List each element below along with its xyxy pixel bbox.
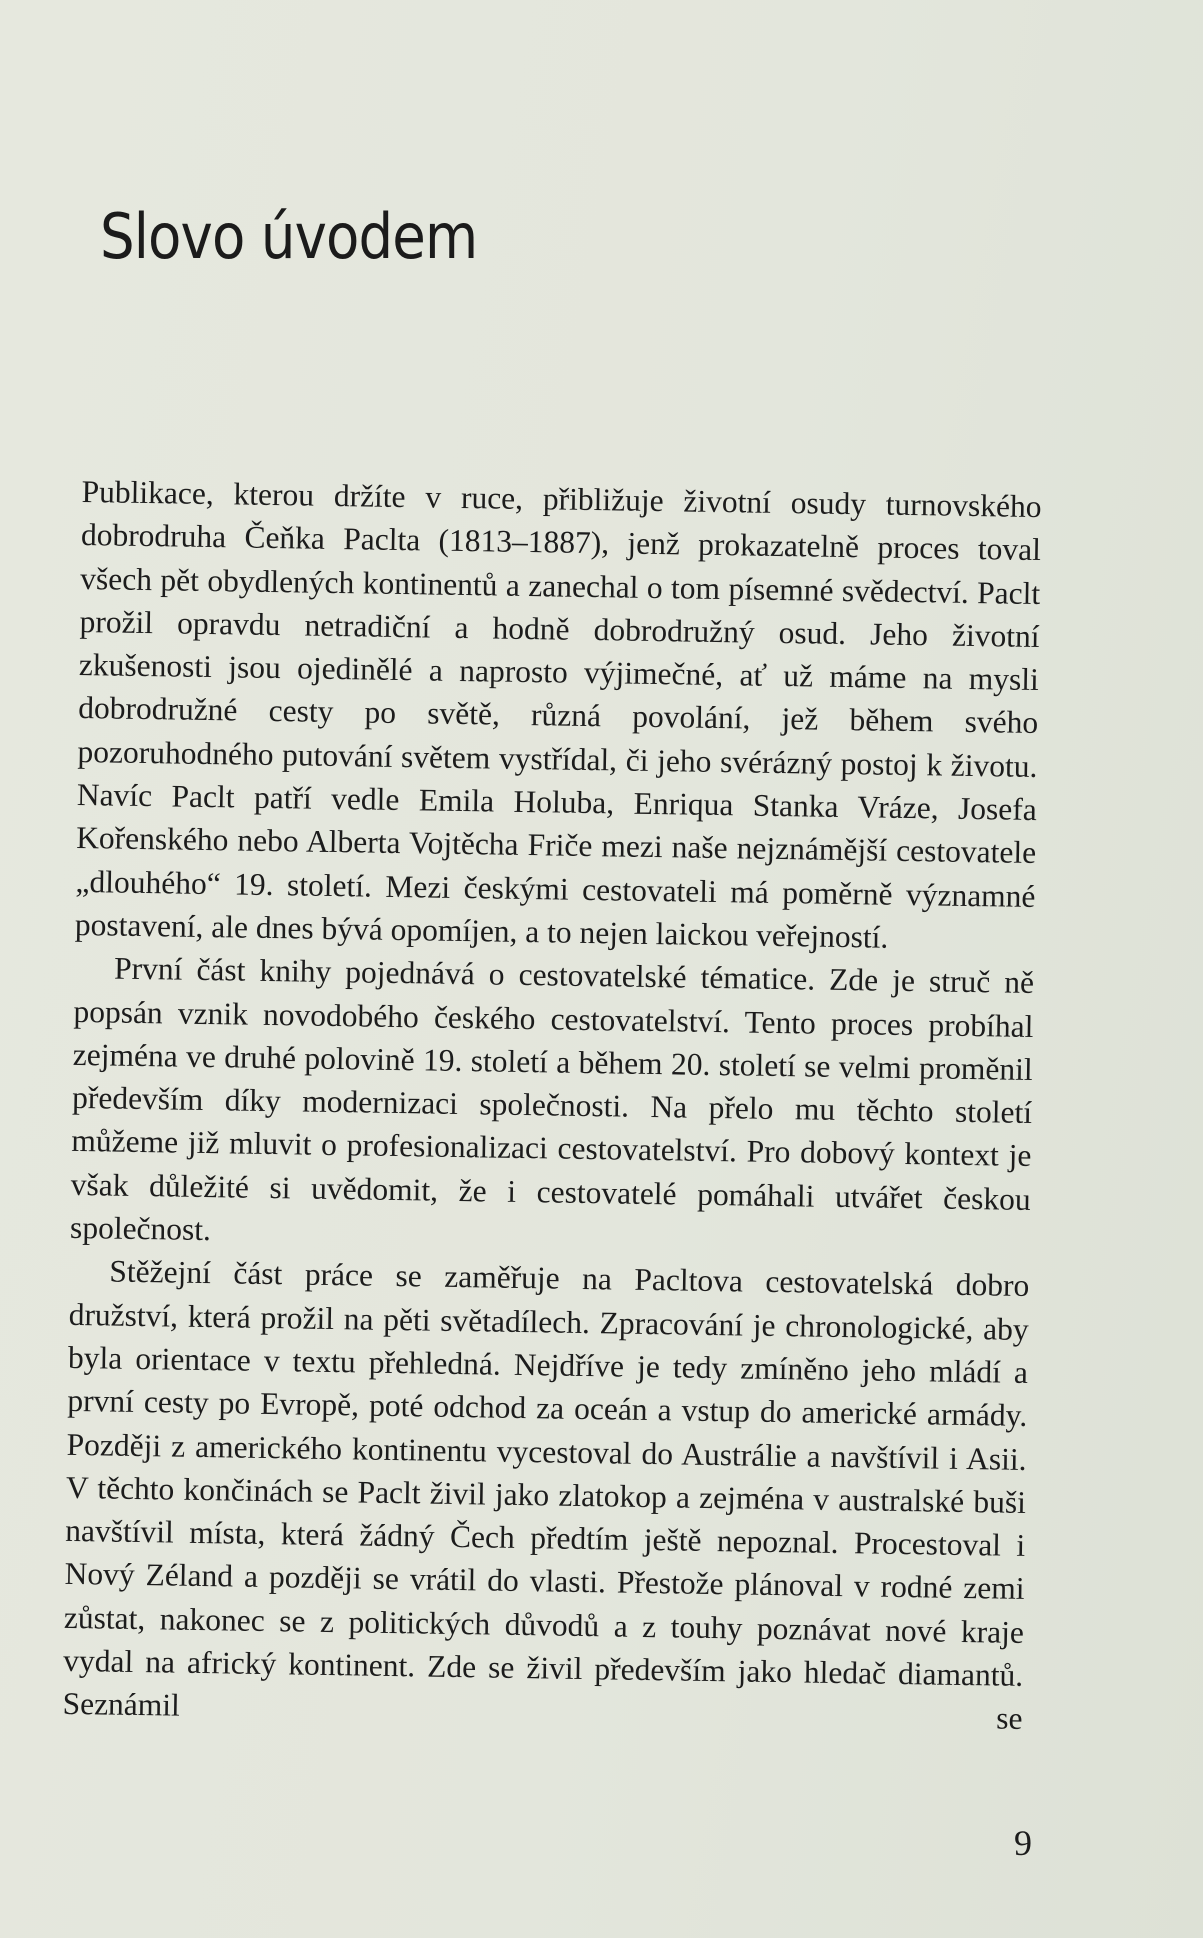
- text-line: kontinent. Zde se živil především jako hledač diamantů. Seznámil se: [62, 1646, 1024, 1737]
- text-line: jeho mládí a první cesty po Evropě, poté odchod za oceán a vstup: [67, 1352, 1029, 1429]
- text-line: toval všech pět obydlených kontinentů a zanechal o tom písemné: [80, 531, 1042, 608]
- text-line: osud. Jeho životní zkušenosti jsou ojedinělé a naprosto výjimečné,: [78, 614, 1040, 693]
- text-line: jež během svého pozoruhodného putování světem vystřídal, či jeho: [77, 701, 1039, 779]
- text-line: mu těchto století můžeme již mluvit o profesionalizaci cestovatelství.: [71, 1091, 1033, 1169]
- text-line: do Austrálie a navštívil i Asii. V těchto končinách se Paclt živil jako: [65, 1435, 1027, 1513]
- text-line: českými cestovateli má poměrně významné postavení, ale dnes bývá: [74, 869, 1036, 947]
- paragraph-3: [62, 1249, 1029, 1740]
- chapter-title: Slovo úvodem: [100, 200, 478, 273]
- text-line: probíhal zejména ve druhé polovině 19. století a během 20. století se: [72, 1006, 1034, 1084]
- text-line: svědectví. Paclt prožil opravdu netradiční a hodně dobrodružný: [79, 572, 1041, 650]
- text-line: Publikace, kterou držíte v ruce, přibližuje životní osudy turnovského: [81, 473, 1042, 525]
- text-line: velmi proměnil především díky modernizaci společnosti. Na přelo: [71, 1048, 1033, 1127]
- text-line: Friče mezi naše nejznámější cestovatele „dlouhého“ 19. století. Mezi: [75, 827, 1037, 905]
- text-line: opomíjen, a to nejen laickou veřejností.: [390, 911, 889, 955]
- text-line: do americké armády. Později z amerického kontinentu vycestoval: [66, 1394, 1028, 1471]
- text-line: Pro dobový kontext je však důležité si uvědomit, že i cestovatelé: [70, 1133, 1032, 1212]
- text-line: aby byla orientace v textu přehledná. Nejdříve je tedy zmíněno: [67, 1310, 1029, 1388]
- text-line: se vrátil do vlasti. Přestože plánoval v rodné zemi zůstat, nakonec se: [63, 1561, 1025, 1639]
- text-line: Čech předtím ještě nepoznal. Procestoval i Nový Zéland a později: [64, 1519, 1026, 1596]
- text-line: pomáhali utvářet českou společnost.: [69, 1176, 1031, 1248]
- text-line: ať už máme na mysli dobrodružné cesty po světě, různá povolání,: [77, 657, 1040, 737]
- page-number: 9: [1014, 1823, 1032, 1863]
- text-line: První část knihy pojednává o cestovatelské tématice. Zde je struč: [113, 950, 991, 1000]
- text-line: z politických důvodů a z touhy poznávat nové kraje vydal na africký: [63, 1603, 1025, 1682]
- text-line: zlatokop a zejména v australské buši navštívil místa, která žádný: [65, 1477, 1027, 1554]
- text-line: družství, která prožil na pěti světadílech. Zpracování je chronologické,: [68, 1296, 974, 1346]
- text-line: dobrodruha Čeňka Paclta (1813–1887), jenž prokazatelně proces: [80, 517, 960, 567]
- text-line: Stěžejní část práce se zaměřuje na Pacltova cestovatelská dobro: [109, 1253, 1030, 1304]
- paragraph-1: [75, 470, 1042, 961]
- text-line: svérázný postoj k životu. Navíc Paclt patří vedle Emila Holuba,: [76, 743, 1038, 821]
- text-line: ně popsán vznik novodobého českého cestovatelství. Tento proces: [73, 964, 1035, 1042]
- paragraph-2: [70, 946, 1035, 1264]
- body-text: [62, 470, 1042, 1741]
- text-line: Enriqua Stanka Vráze, Josefa Kořenského nebo Alberta Vojtěcha: [75, 785, 1038, 863]
